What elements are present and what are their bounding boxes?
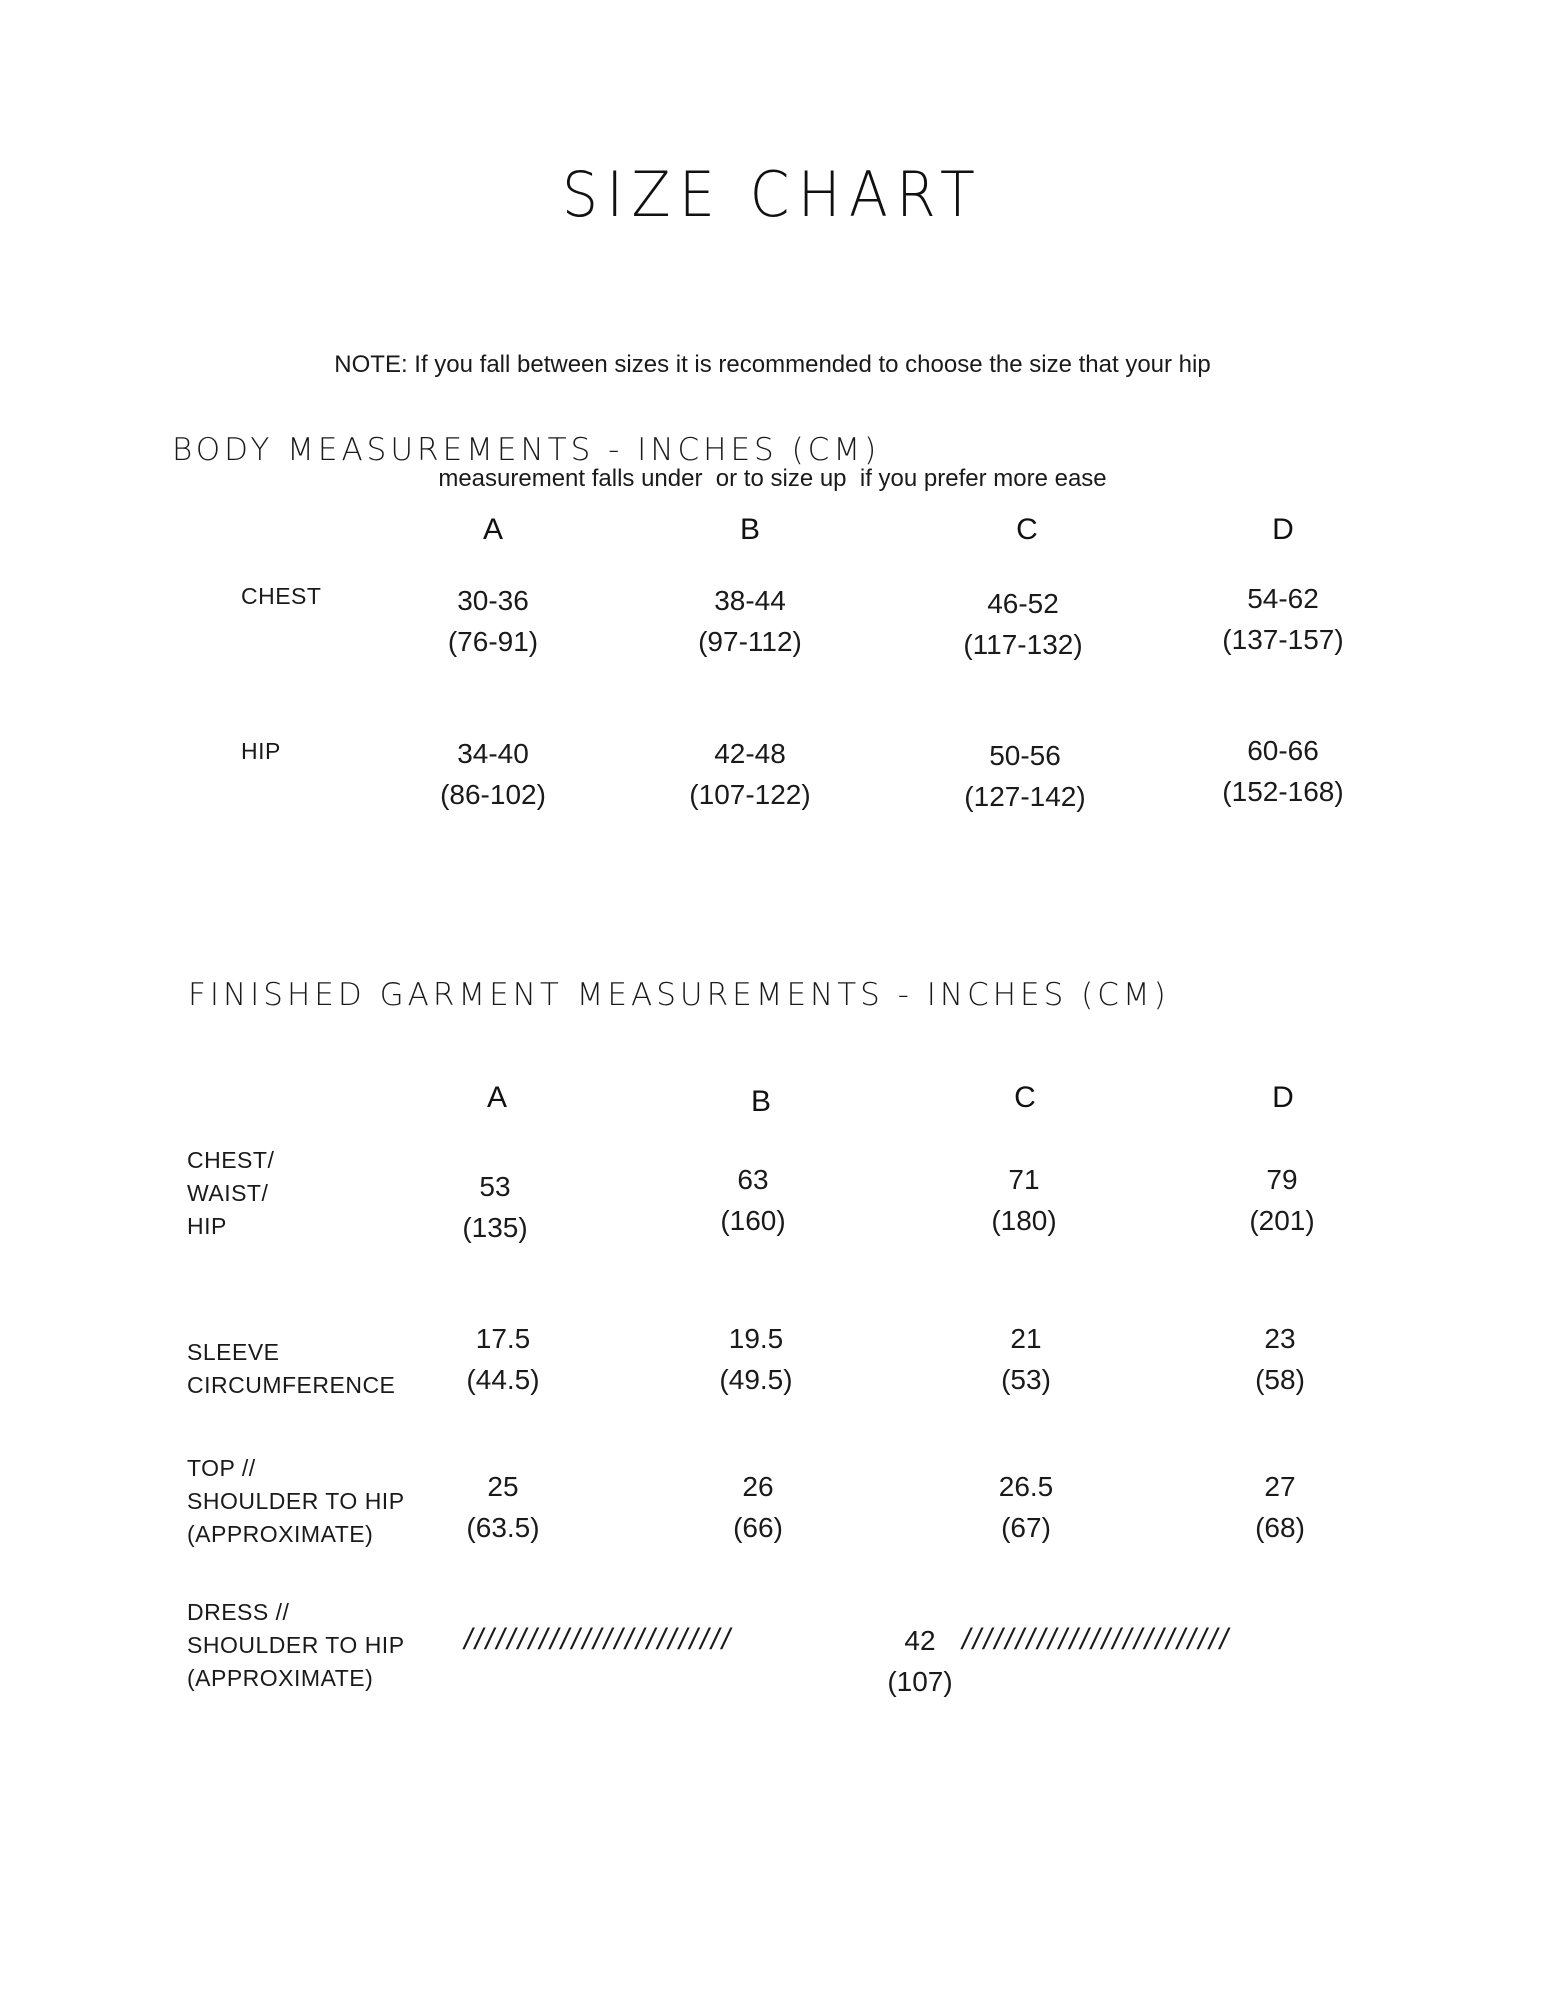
measurement-cell: [1183, 730, 1383, 812]
value-cm: (127-142): [964, 781, 1086, 812]
value-cm: (67): [1001, 1512, 1051, 1543]
value-inches: 30-36: [457, 585, 529, 616]
value-cm: (49.5): [719, 1364, 793, 1395]
value-inches: 54-62: [1247, 583, 1319, 614]
value-inches: 26: [742, 1471, 774, 1502]
row-label: TOP // SHOULDER TO HIP (APPROXIMATE): [187, 1455, 405, 1547]
measurement-cell: [658, 1466, 858, 1548]
measurement-cell: [395, 1166, 595, 1248]
filler-slashes-right: /////////////////////////: [962, 1623, 1231, 1656]
row-label: HIP: [241, 738, 281, 764]
body-size-header-d: D: [1272, 513, 1294, 546]
measurement-cell: [1182, 1159, 1382, 1241]
value-cm: (44.5): [466, 1364, 540, 1395]
value-inches: 50-56: [989, 740, 1061, 771]
value-inches: 26.5: [998, 1471, 1054, 1502]
measurement-cell: [393, 733, 593, 815]
measurement-cell: [656, 1318, 856, 1400]
measurement-cell: [650, 580, 850, 662]
sizing-note-line-2: measurement falls under or to size up if you prefer more ease: [438, 465, 1107, 492]
measurement-cell: [650, 733, 850, 815]
measurement-cell: [925, 735, 1125, 817]
value-cm: (53): [1001, 1364, 1051, 1395]
garment-size-header-c: C: [1014, 1081, 1036, 1114]
sizing-note-line-1: NOTE: If you fall between sizes it is recommended to choose the size that your hip: [334, 351, 1211, 378]
value-cm: (58): [1255, 1364, 1305, 1395]
value-inches: 23: [1264, 1323, 1296, 1354]
body-size-header-c: C: [1016, 513, 1038, 546]
value-cm: (66): [733, 1512, 783, 1543]
value-cm: (117-132): [963, 629, 1083, 660]
value-cm: (180): [991, 1205, 1057, 1236]
value-cm: (68): [1255, 1512, 1305, 1543]
measurement-cell: [926, 1466, 1126, 1548]
row-label: CHEST/ WAIST/ HIP: [187, 1147, 275, 1239]
value-cm: (135): [462, 1212, 528, 1243]
sizing-note: [0, 270, 1545, 536]
measurement-cell: [403, 1466, 603, 1548]
value-inches: 38-44: [714, 585, 786, 616]
value-cm: (201): [1249, 1205, 1315, 1236]
garment-size-header-d: D: [1272, 1081, 1294, 1114]
value-inches: 21: [1010, 1323, 1042, 1354]
garment-size-header-b: B: [750, 1085, 771, 1118]
value-inches: 27: [1264, 1471, 1296, 1502]
filler-slashes-left: /////////////////////////: [464, 1623, 733, 1656]
value-cm: (76-91): [447, 626, 539, 657]
measurement-cell: [1180, 1466, 1380, 1548]
value-inches: 71: [1008, 1164, 1040, 1195]
page-title: SIZE CHART: [561, 158, 984, 231]
row-label: DRESS // SHOULDER TO HIP (APPROXIMATE): [187, 1599, 405, 1691]
value-inches: 34-40: [457, 738, 529, 769]
measurement-cell: [1183, 578, 1383, 660]
value-inches: 63: [737, 1164, 769, 1195]
value-cm: (63.5): [466, 1512, 540, 1543]
value-cm: (107): [887, 1666, 953, 1697]
measurement-cell: [924, 1159, 1124, 1241]
measurement-cell: [653, 1159, 853, 1241]
value-inches: 53: [479, 1171, 511, 1202]
value-cm: (137-157): [1222, 624, 1344, 655]
value-cm: (152-168): [1222, 776, 1344, 807]
finished-garment-heading: FINISHED GARMENT MEASUREMENTS - INCHES (CM): [188, 977, 1170, 1013]
row-label: SLEEVE CIRCUMFERENCE: [187, 1339, 396, 1398]
value-cm: (97-112): [698, 626, 802, 657]
measurement-cell: [1180, 1318, 1380, 1400]
value-inches: 60-66: [1247, 735, 1319, 766]
value-inches: 42-48: [714, 738, 786, 769]
measurement-cell: [393, 580, 593, 662]
value-inches: 46-52: [987, 588, 1059, 619]
body-measurements-heading: BODY MEASUREMENTS - INCHES (CM): [172, 432, 881, 468]
value-inches: 17.5: [475, 1323, 531, 1354]
value-cm: (107-122): [689, 779, 811, 810]
value-inches: 19.5: [728, 1323, 784, 1354]
body-size-header-a: A: [482, 513, 503, 546]
measurement-cell: [403, 1318, 603, 1400]
measurement-cell: [926, 1318, 1126, 1400]
value-inches: 25: [487, 1471, 519, 1502]
value-cm: (86-102): [440, 779, 546, 810]
measurement-cell: [923, 583, 1123, 665]
row-label: CHEST: [241, 583, 322, 609]
value-cm: (160): [720, 1205, 786, 1236]
garment-size-header-a: A: [486, 1081, 507, 1114]
value-inches: 42: [904, 1625, 936, 1656]
body-size-header-b: B: [739, 513, 760, 546]
value-inches: 79: [1266, 1164, 1298, 1195]
